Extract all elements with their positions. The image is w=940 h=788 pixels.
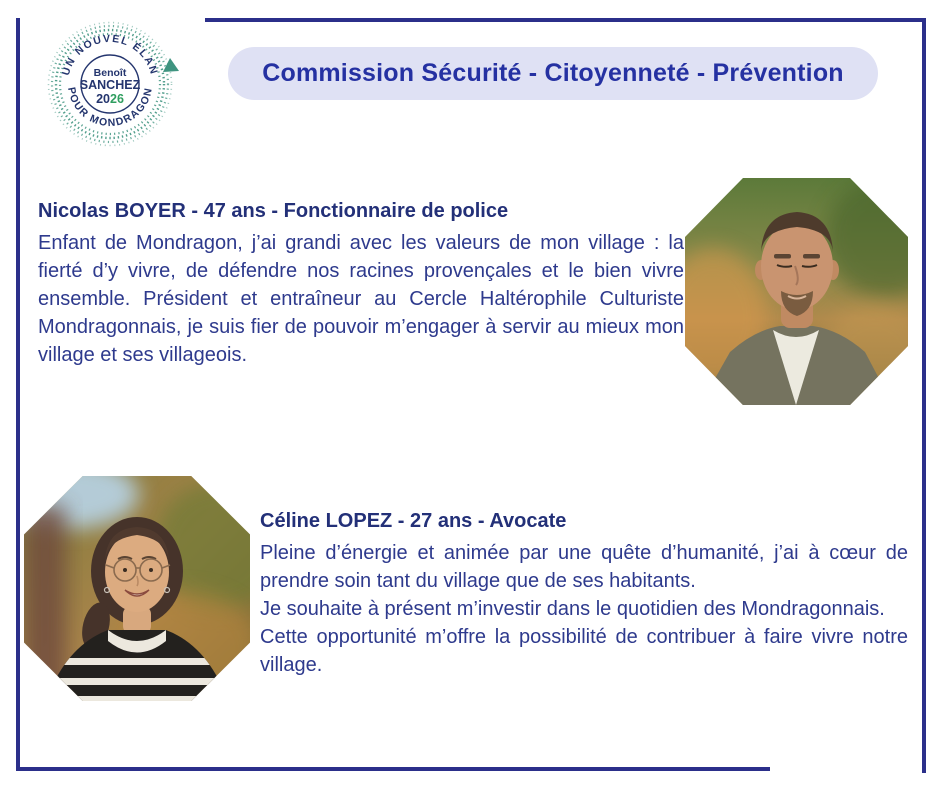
commission-header [228, 47, 878, 100]
bio-paragraph: Cette opportunité m’offre la possibilité de contribuer à faire vivre notre village. [260, 626, 908, 676]
nicolas-photo [685, 178, 908, 405]
logo-candidate-firstname: Benoît [93, 67, 127, 79]
profile-celine-bio [260, 539, 908, 679]
campaign-logo-badge-icon [40, 8, 192, 160]
bio-paragraph: Je souhaite à présent m’investir dans le quotidien des Mondragonnais. [260, 598, 885, 620]
campaign-logo [40, 8, 192, 160]
frame-border-top [205, 18, 926, 22]
logo-arc-top-text: UN NOUVEL ÉLAN [59, 32, 161, 77]
commission-title: Commission Sécurité - Citoyenneté - Prévention [262, 59, 844, 87]
logo-arc-bottom-text: POUR MONDRAGON [65, 86, 156, 130]
logo-candidate-lastname: SANCHEZ [79, 78, 141, 92]
frame-border-left [16, 18, 20, 771]
logo-year: 2026 [96, 92, 124, 106]
logo-arrow-icon [163, 58, 179, 72]
frame-border-bottom [16, 767, 770, 771]
profile-nicolas-name: Nicolas BOYER - 47 ans - Fonctionnaire de police [38, 200, 509, 222]
nicolas-portrait-image [685, 178, 908, 405]
frame-border-right [922, 18, 926, 773]
profile-celine-name: Céline LOPEZ - 27 ans - Avocate [260, 510, 567, 532]
celine-photo [24, 476, 250, 701]
celine-portrait-image [24, 476, 250, 701]
profile-nicolas-bio [38, 229, 684, 369]
bio-paragraph: Pleine d’énergie et animée par une quête d’humanité, j’ai à cœur de prendre soin tant du village que de ses habitants. [260, 542, 908, 592]
bio-paragraph: Enfant de Mondragon, j’ai grandi avec les valeurs de mon village : la fierté d’y vivre, de défendre nos racines provençales et le bien vivre ensemble. Président et entraîneur au Cercle Haltérophile Culturiste Mondragonnais, je suis fier de pouvoir m’engager à servir au mieux mon village et ses villageois. [38, 232, 684, 366]
